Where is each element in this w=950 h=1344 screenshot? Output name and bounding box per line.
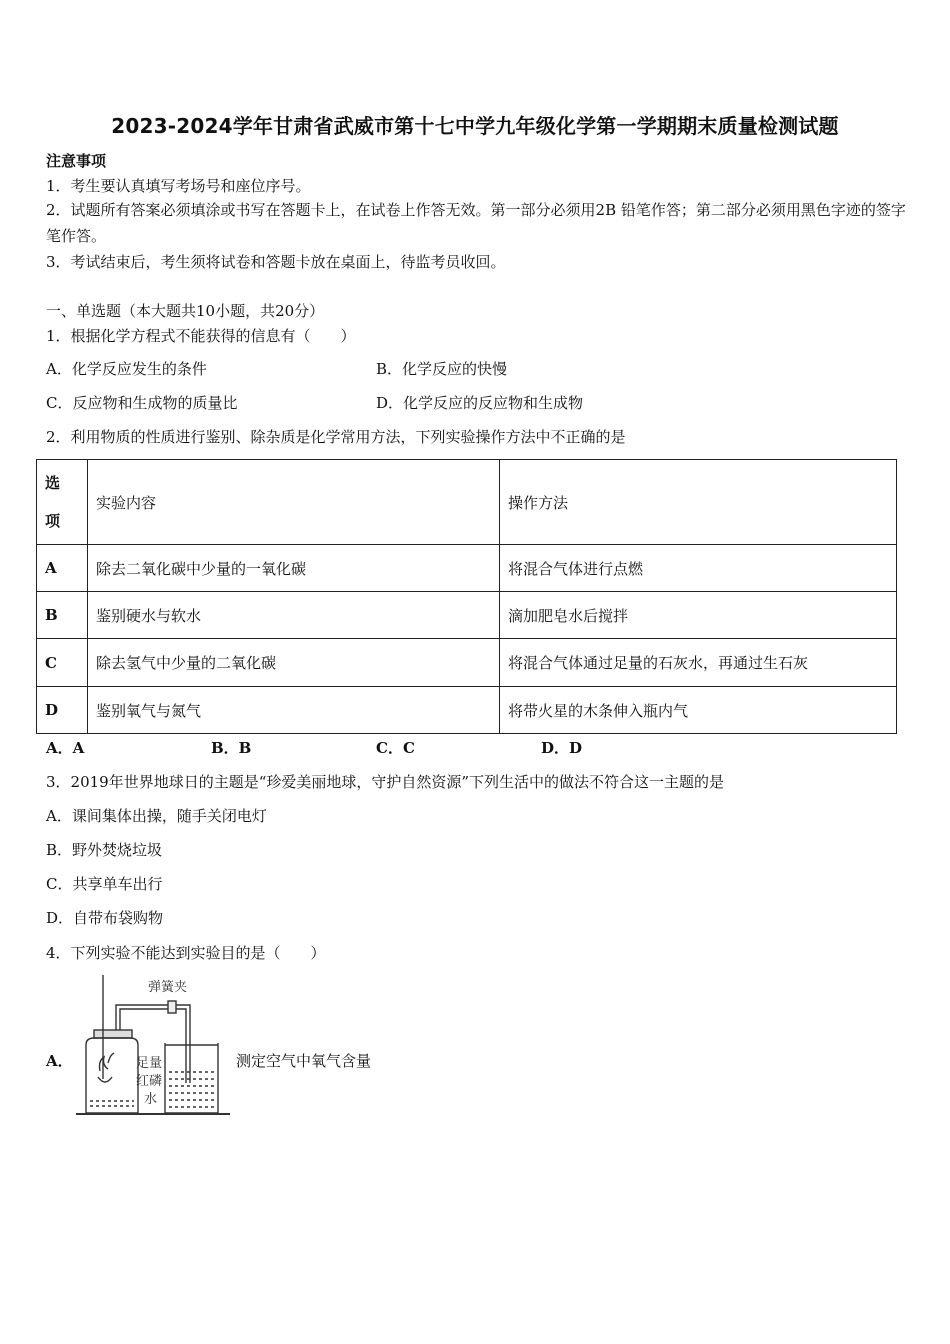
beaker-icon [165, 1043, 218, 1113]
label-water: 水 [144, 1092, 158, 1107]
q3-option-c: C．共享单车出行 [46, 875, 163, 893]
table-row [37, 545, 897, 592]
q3-option-d: D．自带布袋购物 [46, 909, 164, 927]
q2-option-b: B．B [211, 739, 252, 757]
q4-option-a-letter: A． [46, 1052, 73, 1070]
table-cell-option: B [37, 592, 88, 639]
q1-option-a: A．化学反应发生的条件 [46, 360, 207, 378]
notice-heading: 注意事项 [46, 152, 107, 170]
notice-item-1: 1．考生要认真填写考场号和座位序号。 [46, 177, 311, 195]
table-header-method: 操作方法 [500, 460, 897, 545]
table-cell-method: 将混合气体通过足量的石灰水，再通过生石灰 [500, 639, 897, 687]
table-cell-option: A [37, 545, 88, 592]
table-cell-option: D [37, 687, 88, 734]
table-cell-content: 除去二氧化碳中少量的一氧化碳 [88, 545, 500, 592]
label-phosphorus-2: 红磷 [136, 1074, 163, 1089]
q1-option-d: D．化学反应的反应物和生成物 [376, 394, 584, 412]
notice-item-3: 3．考试结束后，考生须将试卷和答题卡放在桌面上，待监考员收回。 [46, 253, 506, 271]
table-cell-option: C [37, 639, 88, 687]
section-heading: 一、单选题（本大题共10小题，共20分） [46, 302, 325, 320]
label-phosphorus-1: 足量 [136, 1056, 163, 1071]
table-row [37, 687, 897, 734]
q1-stem: 1．根据化学方程式不能获得的信息有（ ） [46, 327, 356, 345]
table-cell-method: 将混合气体进行点燃 [500, 545, 897, 592]
table-header-option: 选 项 [37, 460, 88, 545]
q2-table [36, 459, 897, 734]
table-cell-method: 将带火星的木条伸入瓶内气 [500, 687, 897, 734]
q2-option-d: D．D [541, 739, 583, 757]
table-row [37, 592, 897, 639]
notice-item-2: 2．试题所有答案必须填涂或书写在答题卡上，在试卷上作答无效。第一部分必须用2B 铅笔作答；第二部分必须用黑色字迹的签字笔作答。 [46, 201, 906, 245]
table-header-row [37, 460, 897, 545]
table-cell-content: 鉴别氧气与氮气 [88, 687, 500, 734]
q4-stem: 4．下列实验不能达到实验目的是（ ） [46, 944, 326, 962]
q3-stem: 3．2019年世界地球日的主题是“珍爱美丽地球，守护自然资源”下列生活中的做法不符合这一主题的是 [46, 773, 725, 791]
table-cell-method: 滴加肥皂水后搅拌 [500, 592, 897, 639]
q3-option-a: A．课间集体出操，随手关闭电灯 [46, 807, 267, 825]
table-row [37, 639, 897, 687]
q1-option-b: B．化学反应的快慢 [376, 360, 508, 378]
q2-option-c: C．C [376, 739, 415, 757]
q4-option-a-text: 测定空气中氧气含量 [236, 1052, 372, 1070]
q2-stem: 2．利用物质的性质进行鉴别、除杂质是化学常用方法，下列实验操作方法中不正确的是 [46, 428, 626, 446]
q2-option-a: A．A [46, 739, 85, 757]
label-clamp: 弹簧夹 [148, 980, 188, 995]
jar-icon [86, 975, 138, 1113]
exam-title: 2023-2024学年甘肃省武威市第十七中学九年级化学第一学期期末质量检测试题 [111, 114, 839, 138]
table-cell-content: 鉴别硬水与软水 [88, 592, 500, 639]
table-header-content: 实验内容 [88, 460, 500, 545]
q1-option-c: C．反应物和生成物的质量比 [46, 394, 238, 412]
oxygen-measurement-apparatus [70, 975, 240, 1120]
table-cell-content: 除去氢气中少量的二氧化碳 [88, 639, 500, 687]
q3-option-b: B．野外焚烧垃圾 [46, 841, 163, 859]
